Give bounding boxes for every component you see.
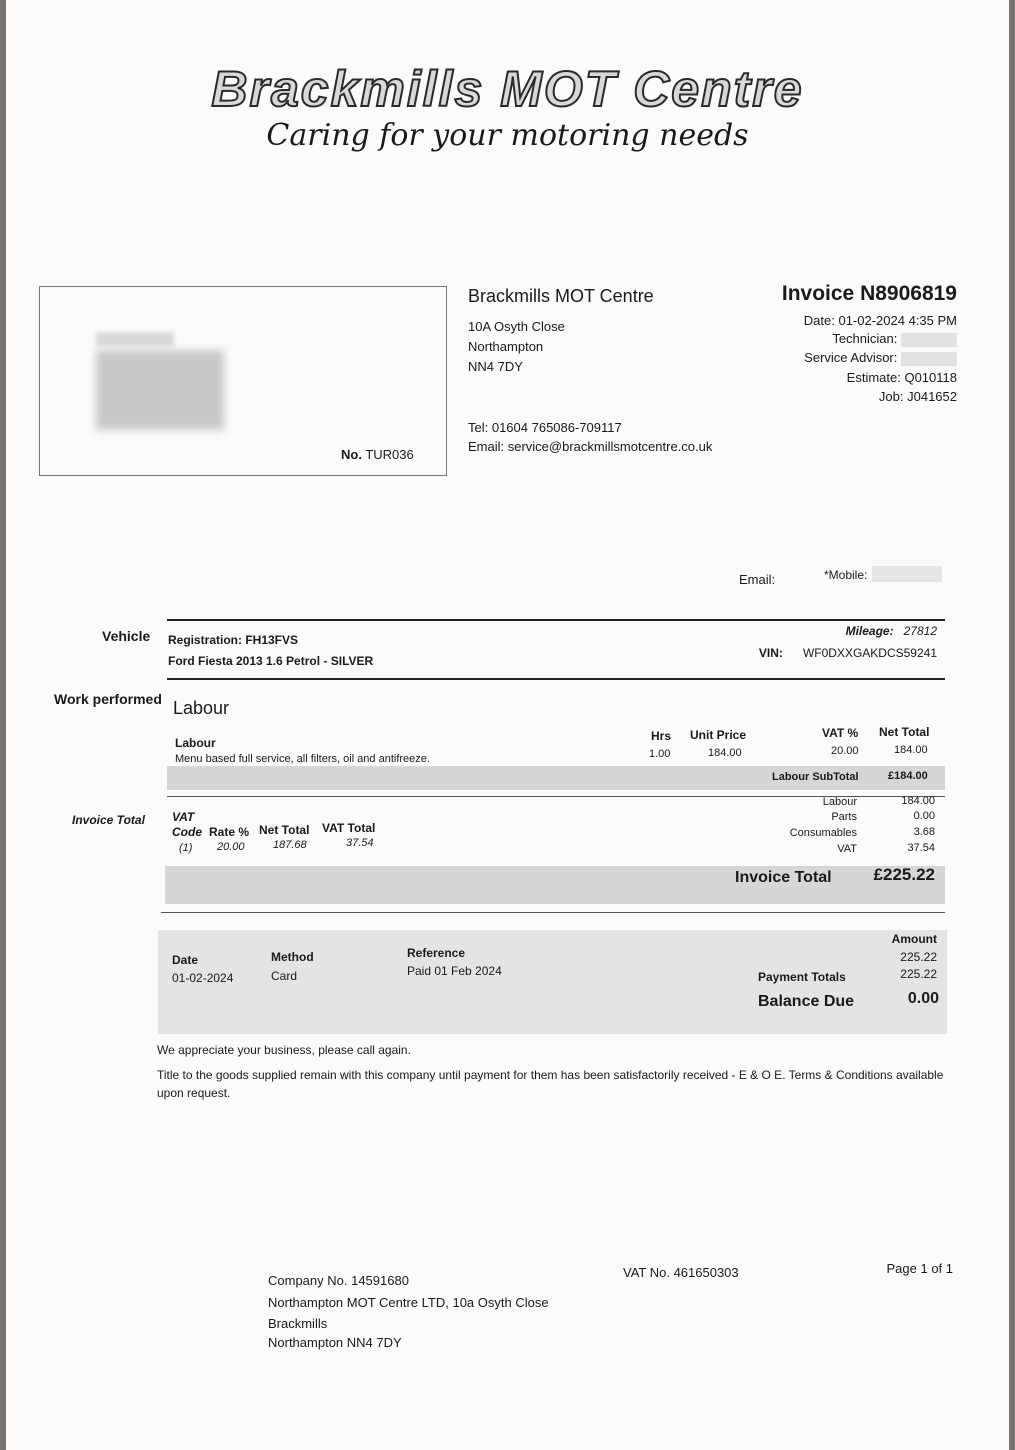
payment-method: Card bbox=[271, 969, 298, 983]
mileage-value: 27812 bbox=[903, 624, 937, 638]
company-email: Email: service@brackmillsmotcentre.co.uk bbox=[468, 439, 713, 454]
labour-unit-price: 184.00 bbox=[708, 747, 742, 759]
payment-col-date: Date bbox=[172, 953, 199, 967]
work-heading: Labour bbox=[173, 698, 230, 718]
balance-due-label: Balance Due bbox=[758, 993, 855, 1010]
labour-vat-pct: 20.00 bbox=[831, 745, 859, 757]
vat-code-value: (1) bbox=[179, 842, 193, 854]
vehicle-section-label: Vehicle bbox=[102, 628, 151, 644]
payment-col-amount: Amount bbox=[891, 932, 937, 946]
breakdown-value: 37.54 bbox=[907, 842, 935, 854]
breakdown-value: 3.68 bbox=[913, 826, 935, 838]
vat-net-header: Net Total bbox=[259, 823, 310, 837]
payment-amount: 225.22 bbox=[900, 950, 937, 964]
vehicle-bottom-rule bbox=[167, 678, 945, 680]
redacted-technician bbox=[901, 333, 957, 347]
vin-value: WF0DXXGAKDCS59241 bbox=[802, 646, 937, 660]
vat-total-header: VAT Total bbox=[322, 821, 376, 835]
invoice-total-label: Invoice Total bbox=[735, 869, 832, 886]
company-address-line: NN4 7DY bbox=[468, 359, 523, 374]
account-number-label: No. bbox=[341, 447, 362, 462]
redacted-customer-name bbox=[96, 332, 174, 346]
company-name: Brackmills MOT Centre bbox=[468, 286, 654, 306]
vehicle-registration: Registration: FH13FVS bbox=[168, 633, 299, 647]
company-address-line: Northampton bbox=[468, 339, 544, 354]
col-hrs: Hrs bbox=[651, 729, 672, 743]
breakdown-label: Parts bbox=[831, 811, 857, 823]
mileage-label: Mileage: bbox=[845, 624, 894, 638]
payment-totals-value: 225.22 bbox=[900, 967, 937, 981]
payment-col-method: Method bbox=[271, 950, 314, 964]
brand-logo: Brackmills MOT Centre bbox=[211, 61, 804, 117]
invoice-title: Invoice N8906819 bbox=[781, 282, 957, 305]
contact-mobile-label: *Mobile: bbox=[824, 568, 868, 582]
company-address-line: 10A Osyth Close bbox=[468, 319, 565, 334]
redacted-customer-address bbox=[96, 350, 224, 430]
payment-reference: Paid 01 Feb 2024 bbox=[407, 964, 502, 978]
account-number bbox=[341, 447, 414, 462]
footer-company-no: Company No. 14591680 bbox=[268, 1273, 409, 1288]
payment-col-reference: Reference bbox=[407, 946, 466, 960]
payment-date: 01-02-2024 bbox=[172, 971, 234, 985]
breakdown-label: Consumables bbox=[789, 827, 857, 839]
vehicle-mileage bbox=[846, 624, 937, 638]
brand-tagline: Caring for your motoring needs bbox=[266, 118, 749, 153]
vat-net-value: 187.68 bbox=[273, 839, 307, 851]
payment-totals-label: Payment Totals bbox=[758, 970, 846, 984]
company-tel: Tel: 01604 765086-709117 bbox=[468, 420, 622, 435]
totals-bottom-rule bbox=[161, 912, 945, 913]
totals-section-label: Invoice Total bbox=[72, 813, 145, 827]
footer-address-line: Brackmills bbox=[268, 1316, 328, 1331]
vehicle-top-rule bbox=[167, 619, 945, 621]
vehicle-description: Ford Fiesta 2013 1.6 Petrol - SILVER bbox=[168, 654, 374, 668]
invoice-service-advisor bbox=[804, 350, 957, 366]
invoice-technician bbox=[832, 331, 957, 347]
col-net-total: Net Total bbox=[879, 725, 930, 739]
vat-code-header-2: Code bbox=[172, 825, 202, 839]
footer-page: Page 1 of 1 bbox=[886, 1261, 953, 1276]
labour-net-total: 184.00 bbox=[894, 744, 928, 756]
account-number-value: TUR036 bbox=[365, 447, 414, 462]
breakdown-label: Labour bbox=[822, 796, 857, 808]
labour-subtotal-value: £184.00 bbox=[888, 770, 928, 782]
footer-address-line: Northampton NN4 7DY bbox=[268, 1335, 402, 1350]
breakdown-label: VAT bbox=[837, 843, 857, 855]
thanks-note: We appreciate your business, please call again. bbox=[157, 1043, 411, 1057]
invoice-total-value: £225.22 bbox=[873, 865, 935, 884]
invoice-page bbox=[6, 0, 1009, 1450]
breakdown-value: 0.00 bbox=[913, 810, 935, 822]
technician-label: Technician: bbox=[832, 331, 898, 346]
balance-due-value: 0.00 bbox=[907, 990, 939, 1007]
terms-note: Title to the goods supplied remain with this company until payment for them has been satisfactorily received - E & O E. Terms & Conditions available upon request. bbox=[157, 1068, 944, 1100]
vehicle-vin bbox=[759, 646, 937, 660]
labour-item-title: Labour bbox=[175, 736, 216, 750]
invoice-job: Job: J041652 bbox=[878, 389, 957, 404]
vat-total-value: 37.54 bbox=[346, 837, 374, 849]
labour-item-desc: Menu based full service, all filters, oil and antifreeze. bbox=[175, 753, 430, 765]
invoice-estimate: Estimate: Q010118 bbox=[846, 370, 957, 385]
col-unit-price: Unit Price bbox=[690, 728, 747, 742]
vat-code-header-1: VAT bbox=[172, 810, 195, 824]
invoice-date: Date: 01-02-2024 4:35 PM bbox=[803, 313, 957, 328]
contact-email-label: Email: bbox=[739, 572, 776, 587]
vin-label: VIN: bbox=[758, 646, 783, 660]
labour-hrs: 1.00 bbox=[649, 748, 671, 760]
work-section-label: Work performed bbox=[54, 691, 162, 707]
vat-rate-value: 20.00 bbox=[217, 841, 245, 853]
breakdown-value: 184.00 bbox=[901, 795, 935, 807]
footer-vat-no: VAT No. 461650303 bbox=[623, 1265, 739, 1280]
footer-address-line: Northampton MOT Centre LTD, 10a Osyth Close bbox=[268, 1295, 549, 1310]
vat-rate-header: Rate % bbox=[209, 825, 250, 839]
service-advisor-label: Service Advisor: bbox=[804, 350, 898, 365]
col-vat-pct: VAT % bbox=[822, 726, 859, 740]
redacted-mobile bbox=[872, 566, 942, 582]
labour-subtotal-label: Labour SubTotal bbox=[772, 771, 859, 783]
redacted-service-advisor bbox=[901, 352, 957, 366]
